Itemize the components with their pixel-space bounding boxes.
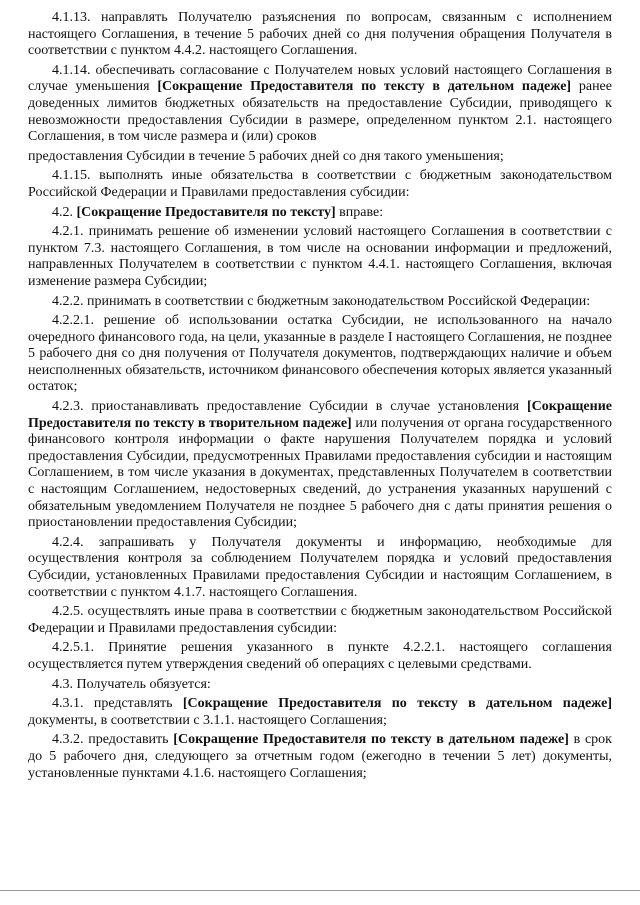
page-bottom-rule <box>0 890 640 891</box>
document-page <box>28 10 612 785</box>
paragraph-4-1-14-continued <box>28 149 612 166</box>
paragraph-4-1-15 <box>28 168 612 201</box>
placeholder-provider-dative: [Сокращение Предоставителя по тексту в дательном падеже] <box>157 79 572 95</box>
paragraph-4-3 <box>28 677 612 694</box>
paragraph-4-2-3 <box>28 399 612 532</box>
placeholder-provider-dative: [Сокращение Предоставителя по тексту в дательном падеже] <box>173 732 569 748</box>
paragraph-text: 4.2.2.1. решение об использовании остатка Субсидии, не использованного на начало очередного финансового года, на цели, указанные в разделе I настоящего Соглашения, не позднее 5 рабочего дня со дня получения от Получателя документов, подтверждающих наличие и объем неисполненных обязательств, источником финансового обеспечения которых является указанный остаток; <box>28 313 612 395</box>
paragraph-4-1-14 <box>28 63 612 146</box>
placeholder-provider-instrumental: [Сокращение Предоставителя по тексту в творительном падеже] <box>28 399 612 431</box>
paragraph-text: 4.3.1. представлять <box>52 696 183 712</box>
paragraph-4-2-2-1 <box>28 313 612 396</box>
paragraph-text: в срок до 5 рабочего дня, следующего за отчетным годом (ежегодно в течении 5 лет) документы, установленные пунктами 4.1.6. настоящего Соглашения; <box>28 732 612 781</box>
paragraph-text: документы, в соответствии с 3.1.1. настоящего Соглашения; <box>28 712 387 728</box>
paragraph-4-2-5-1 <box>28 640 612 673</box>
paragraph-4-2-5 <box>28 604 612 637</box>
paragraph-text: 4.3. Получатель обязуется: <box>52 676 211 692</box>
paragraph-text: предоставления Субсидии в течение 5 рабочих дней со дня такого уменьшения; <box>28 148 504 164</box>
paragraph-4-2 <box>28 205 612 222</box>
paragraph-text: 4.2.5.1. Принятие решения указанного в пункте 4.2.2.1. настоящего соглашения осуществляется путем утверждения сведений об операциях с целевыми средствами. <box>28 640 612 672</box>
paragraph-text: 4.2.3. приостанавливать предоставление Субсидии в случае установления <box>52 399 527 415</box>
paragraph-text: или получения от органа государственного финансового контроля информации о факте нарушения Получателем порядка и условий предоставления Субсидии, предусмотренных Правилами предоставления субсидии и настоящим Соглашением, в том числе указания в документах, представленных Получателем в соответствии с настоящим Соглашением, недостоверных сведений, до устранения указанных нарушений с обязательным уведомлением Получателя не позднее 5 рабочего дня с даты принятия решения о приостановлении предоставления Субсидии; <box>28 415 612 531</box>
paragraph-4-2-2 <box>28 294 612 311</box>
paragraph-text: 4.2.4. запрашивать у Получателя документы и информацию, необходимые для осуществления контроля за соблюдением Получателем порядка и условий предоставления Субсидии, установленных Правилами предоставления Субсидии и настоящим Соглашением, в соответствии с пунктом 4.1.7. настоящего Соглашения. <box>28 534 612 600</box>
paragraph-text: 4.1.13. направлять Получателю разъяснения по вопросам, связанным с исполнением настоящего Соглашения, в течение 5 рабочих дней со дня получения обращения Получателя в соответствии с пунктом 4.4.2. настоящего Соглашения. <box>28 10 612 59</box>
paragraph-text: ранее доведенных лимитов бюджетных обязательств на предоставление Субсидии, приводящего к невозможности предоставления Субсидии в размере, определенном пунктом 2.1. настоящего Соглашения, в том числе размера и (или) сроков <box>28 79 612 145</box>
paragraph-4-2-1 <box>28 224 612 290</box>
paragraph-text: 4.2.1. принимать решение об изменении условий настоящего Соглашения в соответствии с пунктом 7.3. настоящего Соглашения, в том числе на основании информации и предложений, направленных Получателем в соответствии с пунктом 4.4.1. настоящего Соглашения, включая изменение размера Субсидии; <box>28 224 612 289</box>
paragraph-text: 4.1.15. выполнять иные обязательства в соответствии с бюджетным законодательством Российской Федерации и Правилами предоставления субсидии: <box>28 168 612 200</box>
paragraph-4-3-1 <box>28 696 612 729</box>
paragraph-text: вправе: <box>335 204 384 220</box>
placeholder-provider: [Сокращение Предоставителя по тексту] <box>76 204 336 220</box>
paragraph-text: 4.1.14. обеспечивать согласование с Получателем новых условий настоящего Соглашения в случае уменьшения <box>28 62 612 95</box>
paragraph-4-3-2 <box>28 732 612 782</box>
placeholder-provider-dative: [Сокращение Предоставителя по тексту в дательном падеже] <box>182 696 612 712</box>
paragraph-text: 4.2. <box>52 204 77 220</box>
paragraph-4-1-13 <box>28 10 612 60</box>
paragraph-4-2-4 <box>28 535 612 601</box>
paragraph-text: 4.2.2. принимать в соответствии с бюджетным законодательством Российской Федерации: <box>52 293 591 309</box>
paragraph-text: 4.2.5. осуществлять иные права в соответствии с бюджетным законодательством Российской Федерации и Правилами предоставления субсидии: <box>28 604 612 636</box>
paragraph-text: 4.3.2. предоставить <box>52 732 174 748</box>
